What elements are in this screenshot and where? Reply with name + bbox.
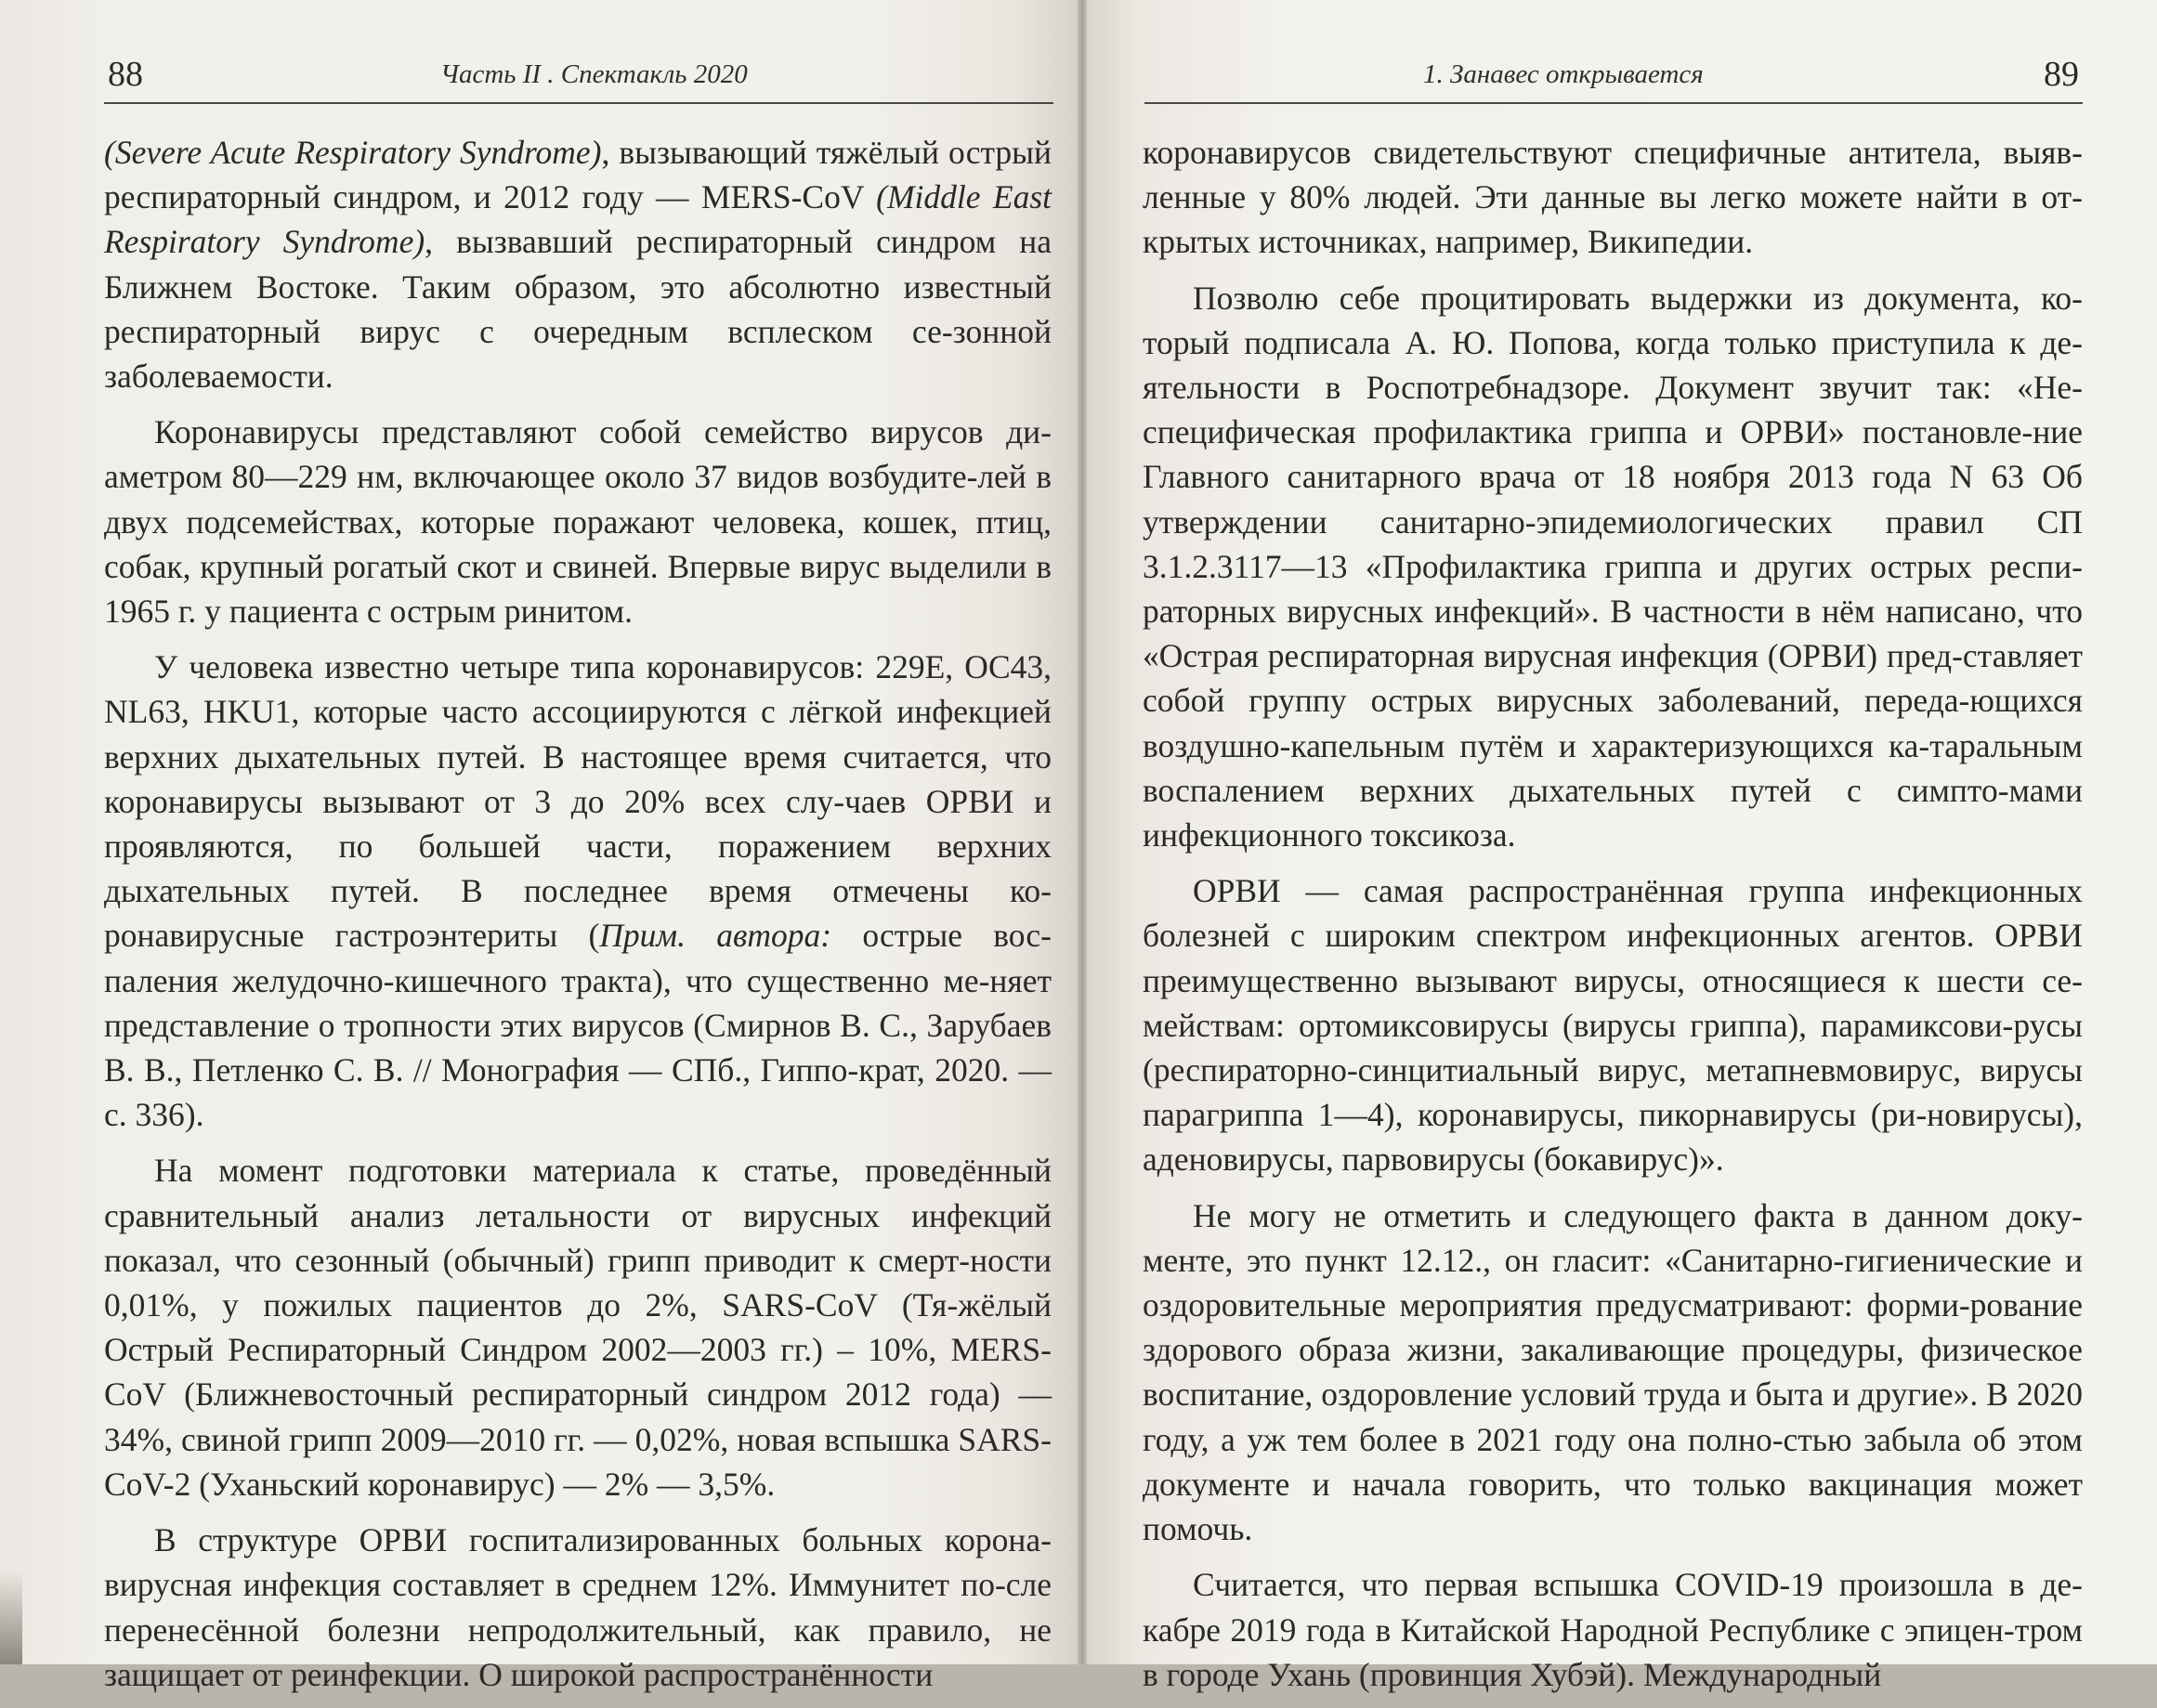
paragraph xyxy=(104,410,1052,633)
paragraph xyxy=(1143,1193,2083,1552)
text-run: У человека известно четыре типа коронавирусов: 229E, OC43, NL63, HKU1, которые часто ассоциируются с лёгкой инфекцией верхних дыхательных путей. В настоящее время считается, что коронавирусы вызывают от 3 до 20% всех слу-чаев ОРВИ и проявляются, по большей части, поражением верхних дыхательных путей. В последнее время отмечены ко-ронавирусные гастроэнтериты ( xyxy=(104,648,1052,955)
right-page-header xyxy=(1144,54,2083,104)
text-run: На момент подготовки материала к статье, проведённый сравнительный анализ летальности от вирусных инфекций показал, что сезонный (обычный) грипп приводит к смерт-ности 0,01%, у пожилых пациентов до 2%, SARS-CoV (Тя-жёлый Острый Респираторный Синдром 2002—2003 гг.) – 10%, MERS-CoV (Ближневосточный респираторный синдром 2012 года) — 34%, свиной грипп 2009—2010 гг. — 0,02%, новая вспышка SARS-CoV-2 (Уханьский коронавирус) — 2% — 3,5%. xyxy=(104,1152,1052,1503)
text-run: ОРВИ — самая распространённая группа инфекционных болезней с широким спектром инфекционных агентов. ОРВИ преимущественно вызывают вирусы, относящиеся к шести се-мействам: ортомиксовирусы (вирусы гриппа), парамиксови-русы (респираторно-синцитиальный вирус, метапневмовирус, вирусы парагриппа 1—4), коронавирусы, пикорнавирусы (ри-новирусы), аденовирусы, парвовирусы (бокавирус)». xyxy=(1143,872,2083,1179)
left-page-header xyxy=(104,54,1053,104)
text-run: острые вос-паления желудочно-кишечного тракта), что существенно ме-няет представление о тропности этих вирусов (Смирнов В. С., Зарубаев В. В., Петленко С. В. // Монография — СПб., Гиппо-крат, 2020. — с. 336). xyxy=(104,917,1052,1134)
italic-text-run: (Middle East Respiratory Syndrome) xyxy=(104,178,1052,261)
text-run: В структуре ОРВИ госпитализированных больных корона-вирусная инфекция составляет в среднем 12%. Иммунитет по-сле перенесённой болезни непродолжительный, как правило, не защищает от реинфекции. О широкой распространённости xyxy=(104,1521,1052,1693)
paragraph xyxy=(104,1518,1052,1697)
left-running-title: Часть II . Спектакль 2020 xyxy=(440,59,748,89)
left-page xyxy=(0,0,1078,1693)
page-edge-shadow xyxy=(0,1571,22,1664)
right-page xyxy=(1087,0,2157,1693)
text-run: коронавирусов свидетельствуют специфичные антитела, выяв-ленные у 80% людей. Эти данные вы легко можете найти в от-крытых источниках, например, Википедии. xyxy=(1143,134,2083,261)
paragraph xyxy=(1143,868,2083,1181)
book-gutter xyxy=(1078,0,1087,1664)
right-page-number: 89 xyxy=(2044,55,2079,94)
text-run: , вызывающий тяжёлый острый респираторный синдром, и 2012 году — MERS-CoV xyxy=(104,134,1052,216)
text-run: Коронавирусы представляют собой семейство вирусов ди-аметром 80—229 нм, включающее около 37 видов возбудите-лей в двух подсемействах, которые поражают человека, кошек, птиц, собак, крупный рогатый скот и свиней. Впервые вирус выделили в 1965 г. у пациента с острым ринитом. xyxy=(104,413,1052,631)
left-page-body xyxy=(104,130,1052,1708)
paragraph xyxy=(104,130,1052,398)
left-page-number: 88 xyxy=(108,55,143,94)
italic-text-run: Прим. автора: xyxy=(599,917,832,955)
paragraph xyxy=(1143,276,2083,858)
right-page-body xyxy=(1143,130,2083,1708)
paragraph xyxy=(1143,1562,2083,1697)
right-running-title: 1. Занавес открывается xyxy=(1423,59,1704,89)
italic-text-run: (Severe Acute Respiratory Syndrome) xyxy=(104,134,602,171)
text-run: , вызвавший респираторный синдром на Ближнем Востоке. Таким образом, это абсолютно известный респираторный вирус с очередным всплеском се-зонной заболеваемости. xyxy=(104,223,1052,396)
paragraph xyxy=(1143,130,2083,265)
paragraph xyxy=(104,1148,1052,1506)
text-run: Считается, что первая вспышка COVID-19 произошла в де-кабре 2019 года в Китайской Народной Республике с эпицен-тром в городе Ухань (провинция Хубэй). Международный xyxy=(1143,1566,2083,1693)
paragraph xyxy=(104,645,1052,1137)
text-run: Позволю себе процитировать выдержки из документа, ко-торый подписала А. Ю. Попова, когда только приступила к де-ятельности в Роспотребнадзоре. Документ звучит так: «Не-специфическая профилактика гриппа и ОРВИ» постановле-ние Главного санитарного врача от 18 ноября 2013 года N 63 Об утверждении санитарно-эпидемиологических правил СП 3.1.2.3117—13 «Профилактика гриппа и других острых респи-раторных вирусных инфекций». В частности в нём написано, что «Острая респираторная вирусная инфекция (ОРВИ) пред-ставляет собой группу острых вирусных заболеваний, переда-ющихся воздушно-капельным путём и характеризующихся ка-таральным воспалением верхних дыхательных путей с симпто-мами инфекционного токсикоза. xyxy=(1143,279,2083,854)
text-run: Не могу не отметить и следующего факта в данном доку-менте, это пункт 12.12., он гласит: «Санитарно-гигиенические и оздоровительные мероприятия предусматривают: форми-рование здорового образа жизни, закаливающие процедуры, физическое воспитание, оздоровление условий труда и быта и другие». В 2020 году, а уж тем более в 2021 году она полно-стью забыла об этом документе и начала говорить, что только вакцинация может помочь. xyxy=(1143,1196,2083,1548)
